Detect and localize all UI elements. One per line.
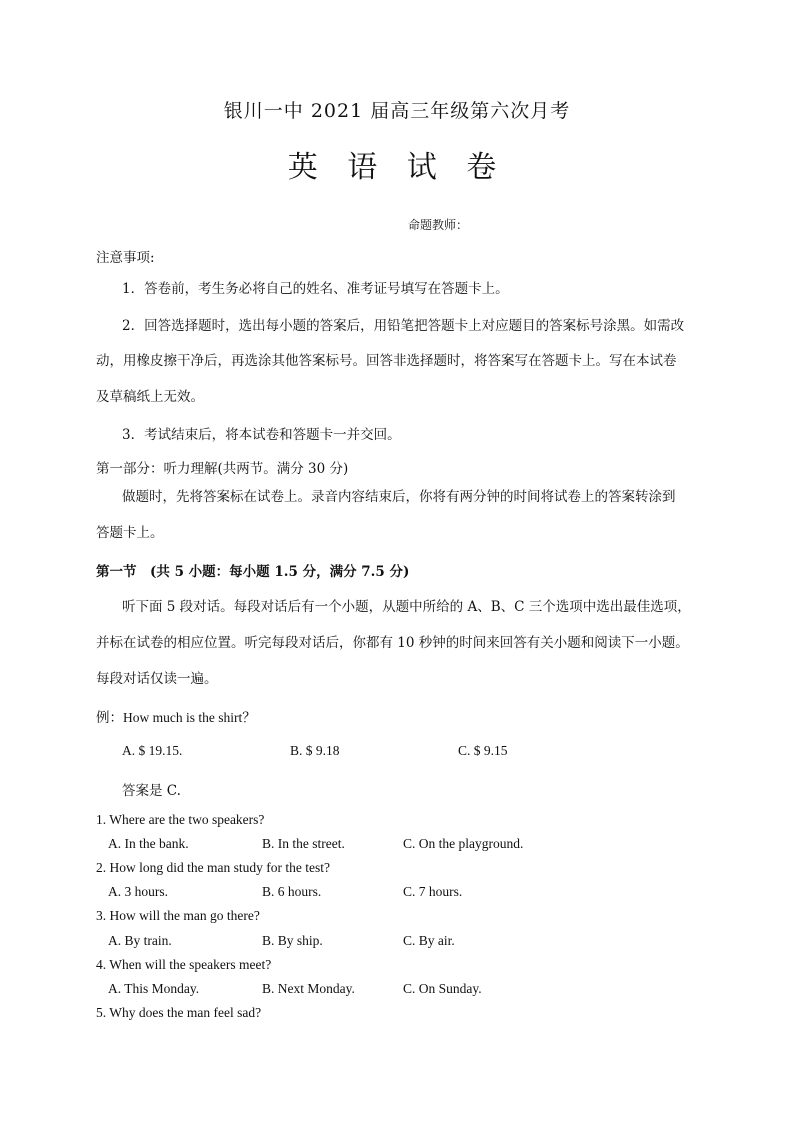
- question-3-option-b: B. By ship.: [262, 933, 323, 948]
- notice-heading: 注意事项:: [96, 250, 155, 266]
- notice-item-2-line-2: 动，用橡皮擦干净后，再选涂其他答案标号。回答非选择题时，将答案写在答题卡上。写在本试卷: [96, 353, 677, 369]
- section1-instruction-line-1: 听下面 5 段对话。每段对话后有一个小题，从题中所给的 A、B、C 三个选项中选出最佳选项，: [122, 599, 691, 615]
- question-3: 3. How will the man go there?: [96, 908, 260, 923]
- notice-item-3: 3．考试结束后，将本试卷和答题卡一并交回。: [122, 427, 401, 443]
- question-2-option-b: B. 6 hours.: [262, 884, 322, 899]
- question-1-option-a: A. In the bank.: [108, 836, 189, 851]
- question-5: 5. Why does the man feel sad?: [96, 1005, 262, 1020]
- question-3-option-c: C. By air.: [403, 933, 455, 948]
- question-2-option-c: C. 7 hours.: [403, 884, 463, 899]
- question-1: 1. Where are the two speakers?: [96, 812, 265, 827]
- question-3-option-a: A. By train.: [108, 933, 172, 948]
- example-option-b: B. $ 9.18: [290, 743, 340, 758]
- question-4-option-a: A. This Monday.: [108, 981, 200, 996]
- section1-instruction-line-3: 每段对话仅读一遍。: [96, 671, 218, 687]
- example-option-c: C. $ 9.15: [458, 743, 508, 758]
- part1-heading: 第一部分：听力理解(共两节。满分 30 分): [96, 461, 349, 477]
- page-title: 英 语 试 卷: [287, 150, 507, 185]
- question-4: 4. When will the speakers meet?: [96, 957, 272, 972]
- question-2-option-a: A. 3 hours.: [108, 884, 168, 899]
- question-4-option-c: C. On Sunday.: [403, 981, 482, 996]
- section1-instruction-line-2: 并标在试卷的相应位置。听完每段对话后，你都有 10 秒钟的时间来回答有关小题和阅读下一小题。: [96, 635, 689, 651]
- notice-item-2-line-1: 2．回答选择题时，选出每小题的答案后，用铅笔把答题卡上对应题目的答案标号涂黑。如需改: [122, 318, 685, 334]
- section1-heading: 第一节 (共 5 小题：每小题 1.5 分，满分 7.5 分): [96, 564, 410, 580]
- example-option-a: A. $ 19.15.: [122, 743, 183, 758]
- example-question: 例：How much is the shirt？: [96, 710, 256, 725]
- question-4-option-b: B. Next Monday.: [262, 981, 355, 996]
- question-1-option-b: B. In the street.: [262, 836, 345, 851]
- school-line: 银川一中 2021 届高三年级第六次月考: [223, 100, 571, 122]
- notice-item-1: 1．答卷前，考生务必将自己的姓名、准考证号填写在答题卡上。: [122, 281, 509, 297]
- author-label: 命题教师：: [408, 218, 469, 232]
- question-1-option-c: C. On the playground.: [403, 836, 524, 851]
- part1-instruction-line-2: 答题卡上。: [96, 525, 164, 541]
- example-answer: 答案是 C.: [122, 783, 181, 799]
- question-2: 2. How long did the man study for the test?: [96, 860, 330, 875]
- part1-instruction-line-1: 做题时，先将答案标在试卷上。录音内容结束后，你将有两分钟的时间将试卷上的答案转涂到: [122, 489, 676, 505]
- notice-item-2-line-3: 及草稿纸上无效。: [96, 389, 204, 405]
